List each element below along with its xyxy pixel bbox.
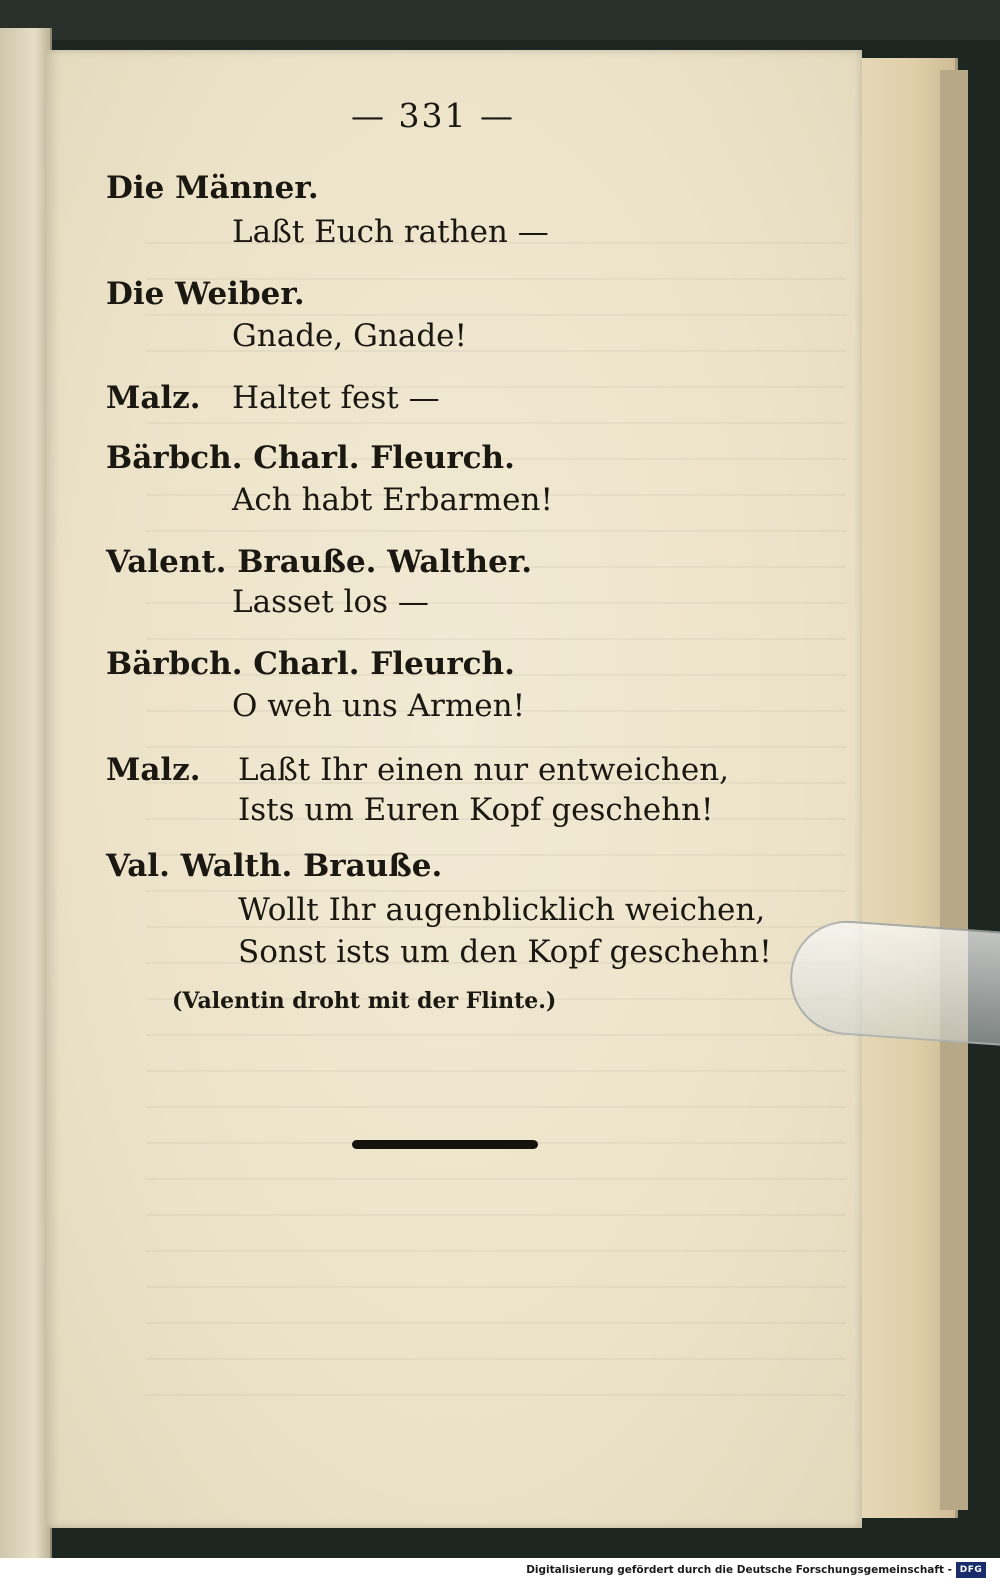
funding-credit: Digitalisierung gefördert durch die Deutsche Forschungsgemeinschaft - <box>526 1564 952 1576</box>
verse-line: Sonst ists um den Kopf geschehn! <box>238 934 772 970</box>
verse-line: Wollt Ihr augenblicklich weichen, <box>238 892 766 928</box>
speaker-label: Die Weiber. <box>106 276 305 312</box>
book-page <box>46 50 862 1528</box>
dfg-logo: DFG <box>956 1562 986 1578</box>
speaker-label: Bärbch. Charl. Fleurch. <box>106 646 515 682</box>
stage-direction: (Valentin droht mit der Flinte.) <box>172 988 557 1014</box>
speaker-label: Malz. <box>106 380 201 416</box>
page-number: — 331 — <box>351 96 515 135</box>
verse-line: O weh uns Armen! <box>232 688 526 724</box>
speaker-label: Malz. <box>106 752 201 788</box>
facing-page-edge <box>0 28 52 1558</box>
verse-line: Haltet fest — <box>232 380 440 416</box>
speaker-label: Bärbch. Charl. Fleurch. <box>106 440 515 476</box>
verse-line: Ach habt Erbarmen! <box>232 482 553 518</box>
scan-background <box>0 0 1000 40</box>
page-clip <box>786 917 1000 1047</box>
speaker-label: Val. Walth. Braußе. <box>106 848 443 884</box>
verse-line: Ists um Euren Kopf geschehn! <box>238 792 714 828</box>
section-rule <box>352 1140 538 1149</box>
digitization-footer <box>0 1558 1000 1584</box>
book-cover-edge-outer <box>940 70 968 1510</box>
speaker-label: Valent. Braußе. Walther. <box>106 544 533 580</box>
verse-line: Laßt Euch rathen — <box>232 214 549 250</box>
verse-line: Laßt Ihr einen nur entweichen, <box>238 752 730 788</box>
verse-line: Gnade, Gnade! <box>232 318 467 354</box>
speaker-label: Die Männer. <box>106 170 319 206</box>
verse-line: Lasset los — <box>232 584 429 620</box>
